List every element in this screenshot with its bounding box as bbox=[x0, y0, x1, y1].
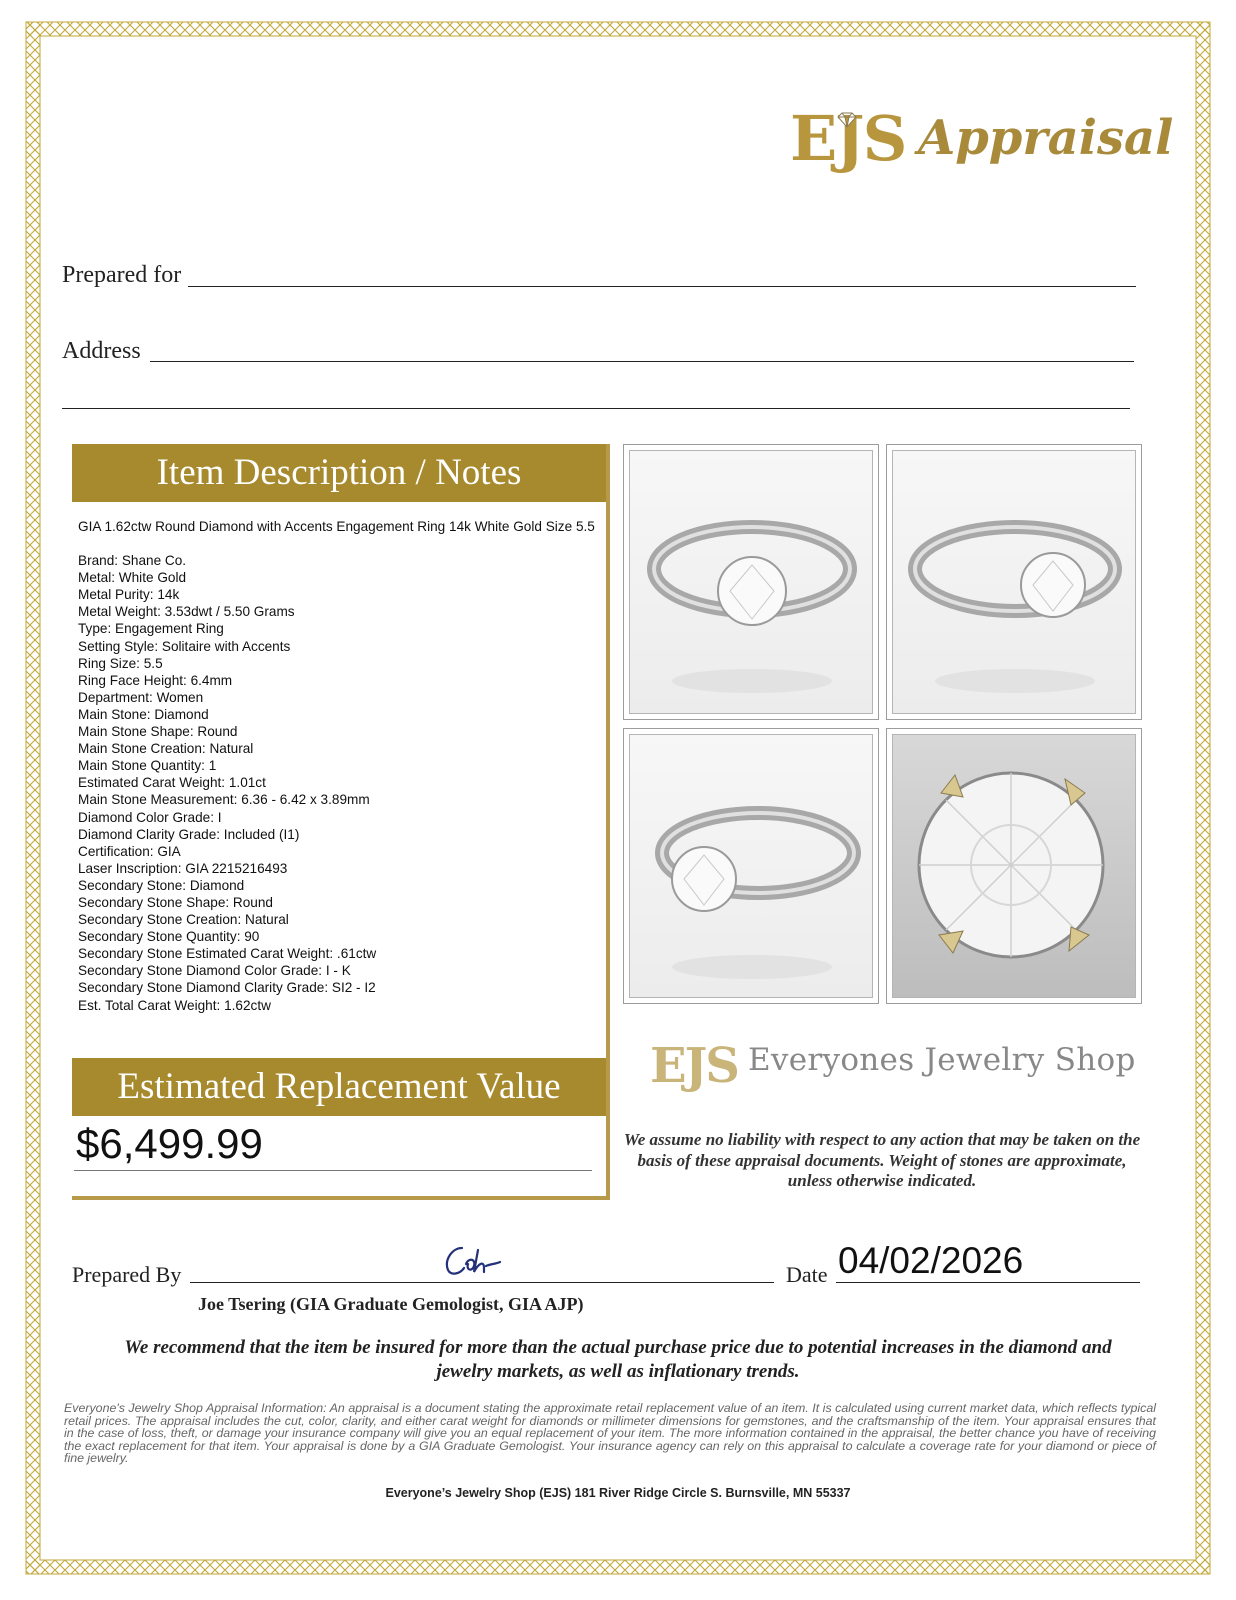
item-description-header bbox=[72, 444, 606, 502]
ring-image-1 bbox=[630, 451, 873, 714]
item-detail-line: Secondary Stone Shape: Round bbox=[78, 894, 273, 910]
item-detail-line: Laser Inscription: GIA 2215216493 bbox=[78, 860, 288, 876]
ejs-logo-letters: EJS bbox=[790, 102, 906, 175]
address-label: Address bbox=[62, 338, 141, 364]
item-detail-list bbox=[78, 552, 598, 1014]
replacement-value-header bbox=[72, 1058, 606, 1116]
ring-photo-2 bbox=[886, 444, 1142, 720]
liability-disclaimer: We assume no liability with respect to any action that may be taken on the basis of these appraisal documents. Weight of stones are approximate, unless otherwise indicated. bbox=[623, 1130, 1141, 1190]
prepared-for-label: Prepared for bbox=[62, 262, 182, 288]
diamond-icon bbox=[836, 112, 858, 128]
item-detail-line: Estimated Carat Weight: 1.01ct bbox=[78, 775, 266, 791]
item-detail-line: Setting Style: Solitaire with Accents bbox=[78, 638, 291, 654]
shop-name: Everyones Jewelry Shop bbox=[748, 1042, 1136, 1078]
item-description-text bbox=[78, 518, 598, 1014]
footer-address: Everyone’s Jewelry Shop (EJS) 181 River Ridge Circle S. Burnsville, MN 55337 bbox=[385, 1486, 851, 1500]
appraisal-title bbox=[918, 108, 1173, 168]
shop-logo-letters: EJS bbox=[650, 1038, 738, 1094]
date-value: 04/02/2026 bbox=[838, 1240, 1024, 1281]
item-description-title: Item Description / Notes bbox=[156, 452, 522, 493]
prepared-for-line bbox=[188, 286, 1136, 287]
replacement-value-amount: $6,499.99 bbox=[76, 1120, 263, 1167]
item-detail-line: Diamond Clarity Grade: Included (I1) bbox=[78, 826, 300, 842]
ring-image-2 bbox=[893, 451, 1136, 714]
ring-photo-3 bbox=[623, 728, 879, 1004]
item-detail-line: Main Stone Shape: Round bbox=[78, 724, 238, 740]
shop-logo bbox=[650, 1036, 738, 1096]
item-detail-line: Ring Face Height: 6.4mm bbox=[78, 672, 233, 688]
date-line bbox=[836, 1282, 1140, 1283]
appraiser-name: Joe Tsering (GIA Graduate Gemologist, GIA AJP) bbox=[198, 1294, 584, 1314]
item-detail-line: Ring Size: 5.5 bbox=[78, 655, 163, 671]
item-detail-line: Est. Total Carat Weight: 1.62ctw bbox=[78, 997, 271, 1013]
date-label: Date bbox=[786, 1262, 828, 1287]
item-detail-line: Secondary Stone Diamond Clarity Grade: SI2 - I2 bbox=[78, 980, 376, 996]
insurance-recommendation: We recommend that the item be insured for more than the actual purchase price due to potential increases in the diamond and jewelry markets, as well as inflationary trends. bbox=[124, 1337, 1112, 1382]
ring-photo-4 bbox=[886, 728, 1142, 1004]
appraisal-title-text: Appraisal bbox=[918, 110, 1174, 166]
item-detail-line: Brand: Shane Co. bbox=[78, 553, 187, 569]
appraisal-fine-print: Everyone's Jewelry Shop Appraisal Information: An appraisal is a document stating the approximate retail replacement value of an item. It is calculated using current market data, which reflects typical retail prices. The appraisal includes the cut, color, clarity, and either carat weight for diamonds or millimeter dimensions for gemstones, and the craftsmanship of the item. Your appraisal ensures that in the case of loss, theft, or damage your insurance company will give you an equal replacement of your item. The more information contained in the appraisal, the better chance you have of receiving the exact replacement for that item. Your appraisal is done by a GIA Graduate Gemologist. Your insurance agency can rely on this appraisal to calculate a coverage rate for your diamond or piece of fine jewelry. bbox=[64, 1401, 1156, 1466]
address-line-2 bbox=[62, 408, 1130, 409]
item-detail-line: Diamond Color Grade: I bbox=[78, 809, 222, 825]
address-line-1 bbox=[150, 361, 1134, 362]
ring-image-4 bbox=[893, 735, 1136, 998]
item-detail-line: Metal Weight: 3.53dwt / 5.50 Grams bbox=[78, 604, 295, 620]
item-detail-line: Main Stone Creation: Natural bbox=[78, 741, 254, 757]
item-detail-line: Secondary Stone Quantity: 90 bbox=[78, 929, 260, 945]
item-detail-line: Metal: White Gold bbox=[78, 570, 187, 586]
item-detail-line: Department: Women bbox=[78, 689, 204, 705]
replacement-value-line bbox=[74, 1170, 592, 1171]
replacement-value-title: Estimated Replacement Value bbox=[117, 1066, 561, 1107]
item-detail-line: Secondary Stone Creation: Natural bbox=[78, 912, 289, 928]
item-detail-line: Secondary Stone: Diamond bbox=[78, 877, 245, 893]
item-detail-line: Metal Purity: 14k bbox=[78, 587, 180, 603]
ring-photo-1 bbox=[623, 444, 879, 720]
item-detail-line: Type: Engagement Ring bbox=[78, 621, 224, 637]
item-detail-line: Secondary Stone Estimated Carat Weight: .61ctw bbox=[78, 946, 377, 962]
ring-image-3 bbox=[630, 735, 873, 998]
item-detail-line: Main Stone Quantity: 1 bbox=[78, 758, 217, 774]
signature-image bbox=[438, 1238, 508, 1284]
prepared-by-label: Prepared By bbox=[72, 1262, 182, 1287]
item-title-line: GIA 1.62ctw Round Diamond with Accents Engagement Ring 14k White Gold Size 5.5 bbox=[78, 519, 595, 534]
item-detail-line: Main Stone: Diamond bbox=[78, 706, 209, 722]
item-detail-line: Certification: GIA bbox=[78, 843, 181, 859]
item-detail-line: Main Stone Measurement: 6.36 - 6.42 x 3.89mm bbox=[78, 792, 370, 808]
item-detail-line: Secondary Stone Diamond Color Grade: I - K bbox=[78, 963, 351, 979]
